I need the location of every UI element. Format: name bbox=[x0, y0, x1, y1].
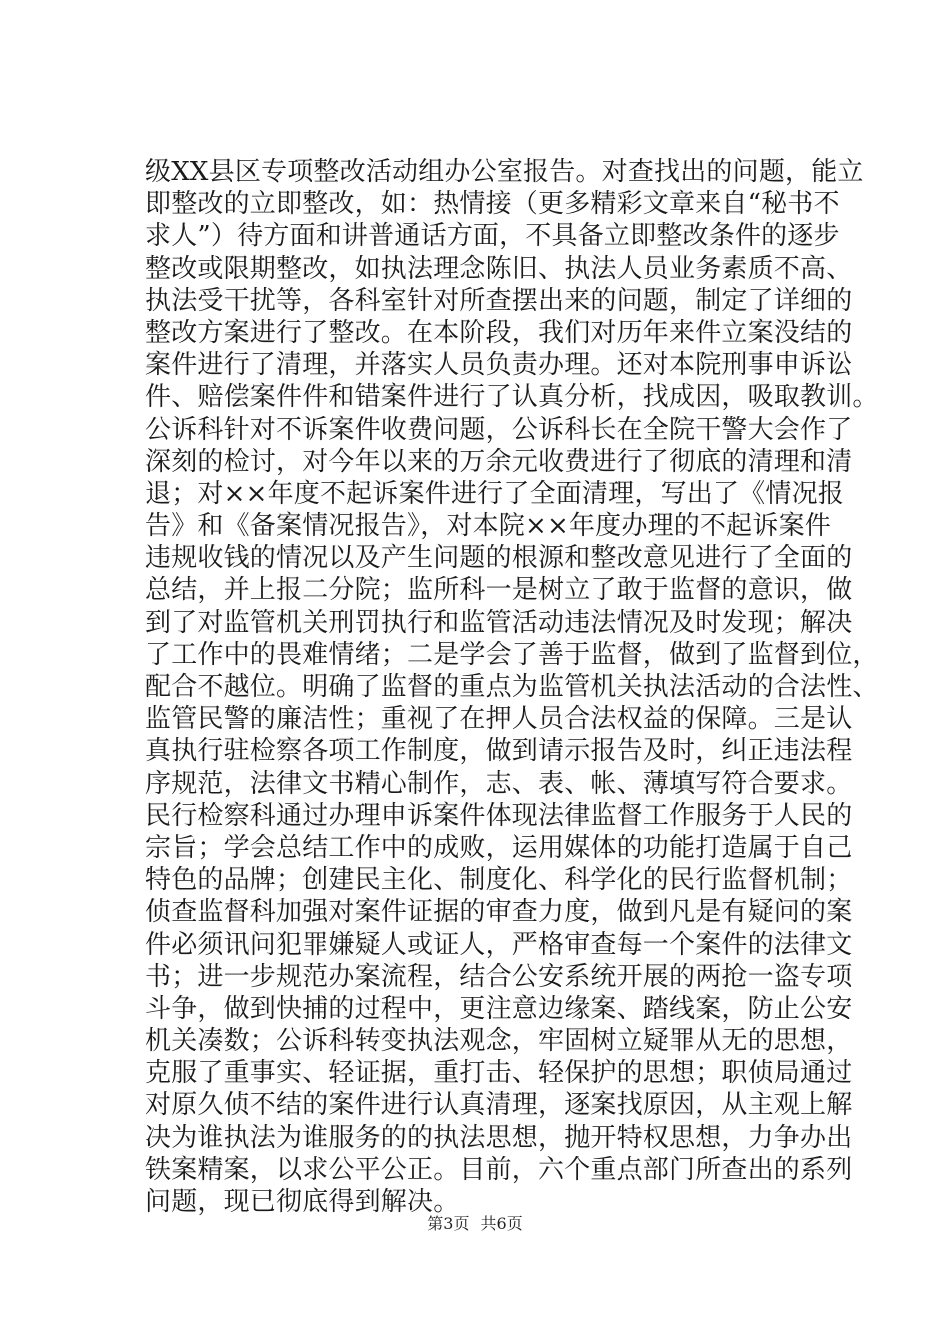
text-line: 问题，现已彻底得到解决。 bbox=[145, 1187, 460, 1217]
text-line: 案件进行了清理，并落实人员负责办理。还对本院刑事申诉讼 bbox=[145, 350, 853, 381]
text-line: 求人”）待方面和讲普通话方面，不具备立即整改条件的逐步 bbox=[145, 221, 840, 252]
page-total: 共6页 bbox=[480, 1214, 523, 1233]
text-line: 执法受干扰等，各科室针对所查摆出来的问题，制定了详细的 bbox=[145, 285, 853, 316]
text-line: 违规收钱的情况以及产生问题的根源和整改意见进行了全面的 bbox=[145, 543, 853, 574]
body-text bbox=[145, 156, 879, 1218]
text-line: 告》和《备案情况报告》，对本院××年度办理的不起诉案件 bbox=[145, 511, 831, 542]
text-line: 总结，并上报二分院；监所科一是树立了敢于监督的意识，做 bbox=[145, 575, 853, 606]
text-line: 民行检察科通过办理申诉案件体现法律监督工作服务于人民的 bbox=[145, 800, 853, 831]
text-line: 决为谁执法为谁服务的的执法思想，抛开特权思想，力争办出 bbox=[145, 1122, 853, 1153]
text-line: 书；进一步规范办案流程，结合公安系统开展的两抢一盗专项 bbox=[145, 961, 853, 992]
text-line: 公诉科针对不诉案件收费问题，公诉科长在全院干警大会作了 bbox=[145, 414, 853, 445]
text-line: 特色的品牌；创建民主化、制度化、科学化的民行监督机制； bbox=[145, 865, 853, 896]
text-line: 真执行驻检察各项工作制度，做到请示报告及时，纠正违法程 bbox=[145, 736, 853, 767]
text-line: 件、赔偿案件件和错案件进行了认真分析，找成因，吸取教训。 bbox=[145, 382, 879, 413]
text-line: 克服了重事实、轻证据，重打击、轻保护的思想；职侦局通过 bbox=[145, 1058, 853, 1089]
text-line: 退；对××年度不起诉案件进行了全面清理，写出了《情况报 bbox=[145, 478, 844, 509]
text-line: 整改方案进行了整改。在本阶段，我们对历年来件立案没结的 bbox=[145, 317, 853, 348]
text-line: 即整改的立即整改，如：热情接（更多精彩文章来自“秘书不 bbox=[145, 189, 840, 220]
text-line: 序规范，法律文书精心制作，志、表、帐、薄填写符合要求。 bbox=[145, 768, 853, 799]
text-line: 整改或限期整改，如执法理念陈旧、执法人员业务素质不高、 bbox=[145, 253, 853, 284]
text-line: 监管民警的廉洁性；重视了在押人员合法权益的保障。三是认 bbox=[145, 704, 853, 735]
text-line: 侦查监督科加强对案件证据的审查力度，做到凡是有疑问的案 bbox=[145, 897, 853, 928]
text-line: 机关凑数；公诉科转变执法观念，牢固树立疑罪从无的思想， bbox=[145, 1026, 853, 1057]
text-line: 铁案精案，以求公平公正。目前，六个重点部门所查出的系列 bbox=[145, 1154, 853, 1185]
text-line: 宗旨；学会总结工作中的成败，运用媒体的功能打造属于自己 bbox=[145, 832, 853, 863]
text-line: 件必须讯问犯罪嫌疑人或证人，严格审查每一个案件的法律文 bbox=[145, 929, 853, 960]
page-number: 第3页 bbox=[427, 1214, 470, 1233]
text-line: 斗争，做到快捕的过程中，更注意边缘案、踏线案，防止公安 bbox=[145, 993, 853, 1024]
text-line: 了工作中的畏难情绪；二是学会了善于监督，做到了监督到位， bbox=[145, 639, 879, 670]
text-line: 到了对监管机关刑罚执行和监管活动违法情况及时发现；解决 bbox=[145, 607, 853, 638]
text-line: 级XX县区专项整改活动组办公室报告。对查找出的问题，能立 bbox=[145, 157, 864, 187]
page-footer bbox=[0, 1213, 950, 1235]
text-line: 深刻的检讨，对今年以来的万余元收费进行了彻底的清理和清 bbox=[145, 446, 853, 477]
text-line: 配合不越位。明确了监督的重点为监管机关执法活动的合法性、 bbox=[145, 672, 879, 702]
text-line: 对原久侦不结的案件进行认真清理，逐案找原因，从主观上解 bbox=[145, 1090, 853, 1121]
